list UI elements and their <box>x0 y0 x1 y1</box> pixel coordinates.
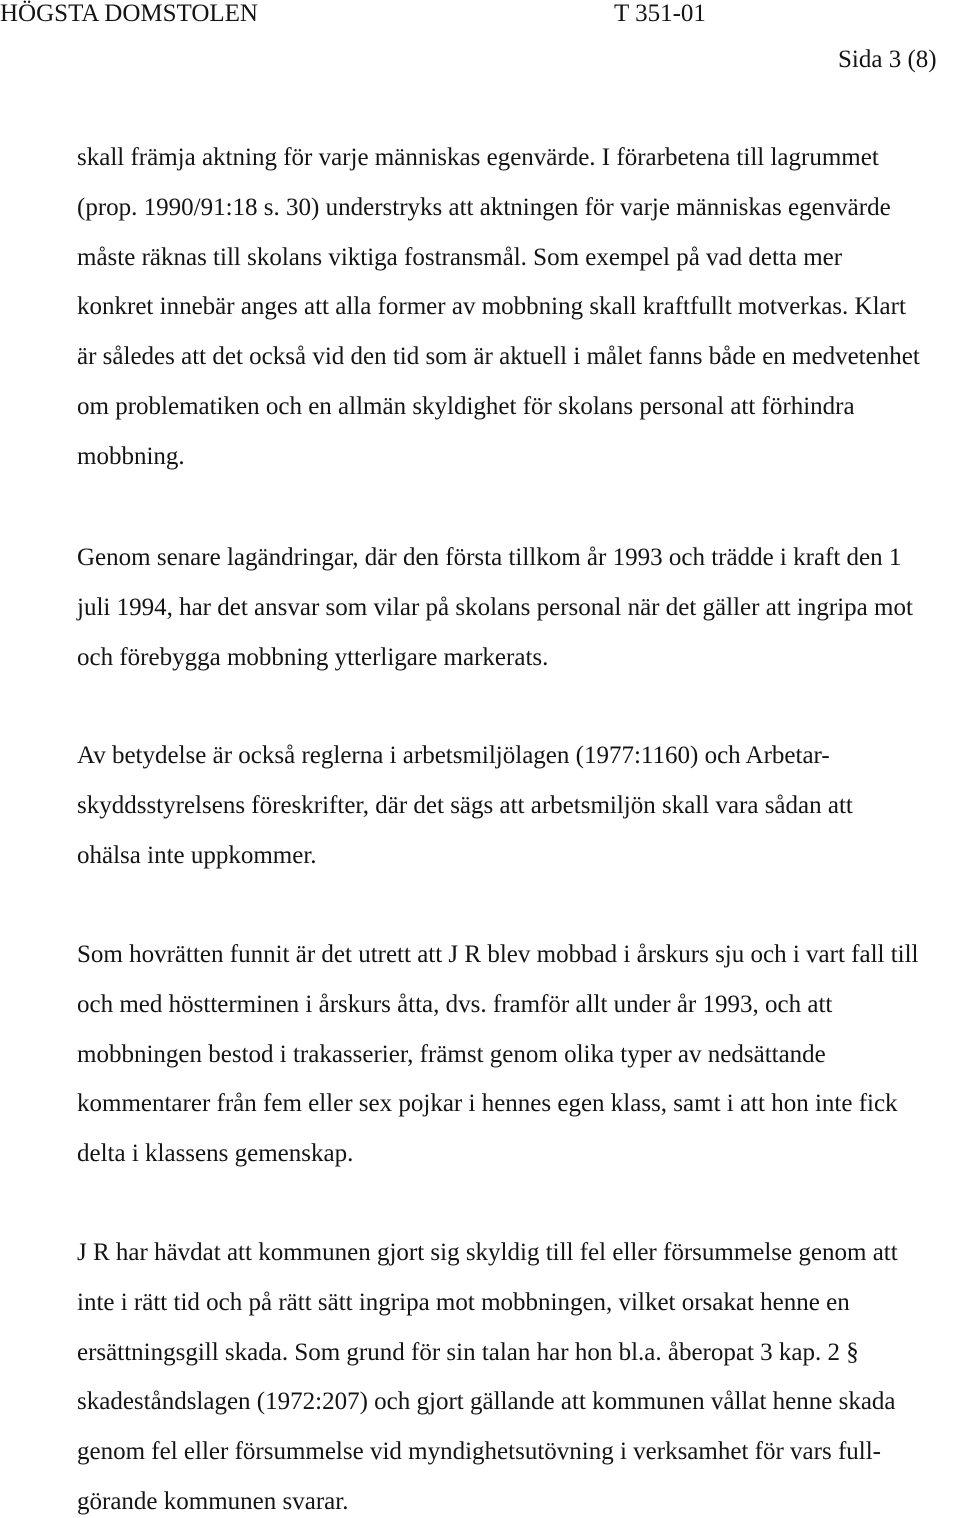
text-line: genom fel eller försummelse vid myndighetsutövning i verksamhet för vars full- <box>77 1438 881 1466</box>
text-line: skadeståndslagen (1972:207) och gjort gällande att kommunen vållat henne skada <box>77 1388 896 1416</box>
page-number: Sida 3 (8) <box>838 46 937 73</box>
court-name: HÖGSTA DOMSTOLEN <box>0 0 258 27</box>
text-line: ohälsa inte uppkommer. <box>77 841 317 869</box>
text-line: skyddsstyrelsens föreskrifter, där det sägs att arbetsmiljön skall vara sådan att <box>77 791 853 819</box>
text-line: skall främja aktning för varje människas egenvärde. I förarbetena till lagrummet <box>77 144 879 171</box>
text-line: och med höstterminen i årskurs åtta, dvs. framför allt under år 1993, och att <box>77 990 833 1018</box>
paragraph-5 <box>77 1240 957 1515</box>
text-line: J R har hävdat att kommunen gjort sig skyldig till fel eller försummelse genom att <box>77 1239 898 1266</box>
text-line: mobbning. <box>77 442 185 470</box>
text-line: juli 1994, har det ansvar som vilar på skolans personal när det gäller att ingripa mot <box>77 593 913 621</box>
text-line: inte i rätt tid och på rätt sätt ingripa mot mobbningen, vilket orsakat henne en <box>77 1288 850 1316</box>
text-line: mobbningen bestod i trakasserier, främst genom olika typer av nedsättande <box>77 1040 826 1068</box>
text-line: är således att det också vid den tid som är aktuell i målet fanns både en medvetenhet <box>77 343 920 371</box>
text-line: konkret innebär anges att alla former av mobbning skall kraftfullt motverkas. Klart <box>77 293 906 321</box>
text-line: Genom senare lagändringar, där den första tillkom år 1993 och trädde i kraft den 1 <box>77 544 902 571</box>
text-line: om problematiken och en allmän skyldighet för skolans personal att förhindra <box>77 392 855 420</box>
text-line: och förebygga mobbning ytterligare markerats. <box>77 643 549 671</box>
text-line: kommentarer från fem eller sex pojkar i hennes egen klass, samt i att hon inte fick <box>77 1090 898 1118</box>
text-line: ersättningsgill skada. Som grund för sin talan har hon bl.a. åberopat 3 kap. 2 § <box>77 1338 859 1366</box>
paragraph-3 <box>77 743 957 869</box>
text-line: delta i klassens gemenskap. <box>77 1140 354 1168</box>
text-line: Som hovrätten funnit är det utrett att J R blev mobbad i årskurs sju och i vart fall till <box>77 941 919 968</box>
case-number: T 351-01 <box>614 0 706 27</box>
paragraph-2 <box>77 545 957 671</box>
paragraph-4 <box>77 942 957 1167</box>
text-line: Av betydelse är också reglerna i arbetsmiljölagen (1977:1160) och Arbetar- <box>77 742 830 769</box>
text-line: måste räknas till skolans viktiga fostransmål. Som exempel på vad detta mer <box>77 243 843 271</box>
text-line: (prop. 1990/91:18 s. 30) understryks att aktningen för varje människas egenvärde <box>77 193 891 221</box>
paragraph-1 <box>77 145 957 470</box>
text-line: görande kommunen svarar. <box>77 1487 349 1515</box>
